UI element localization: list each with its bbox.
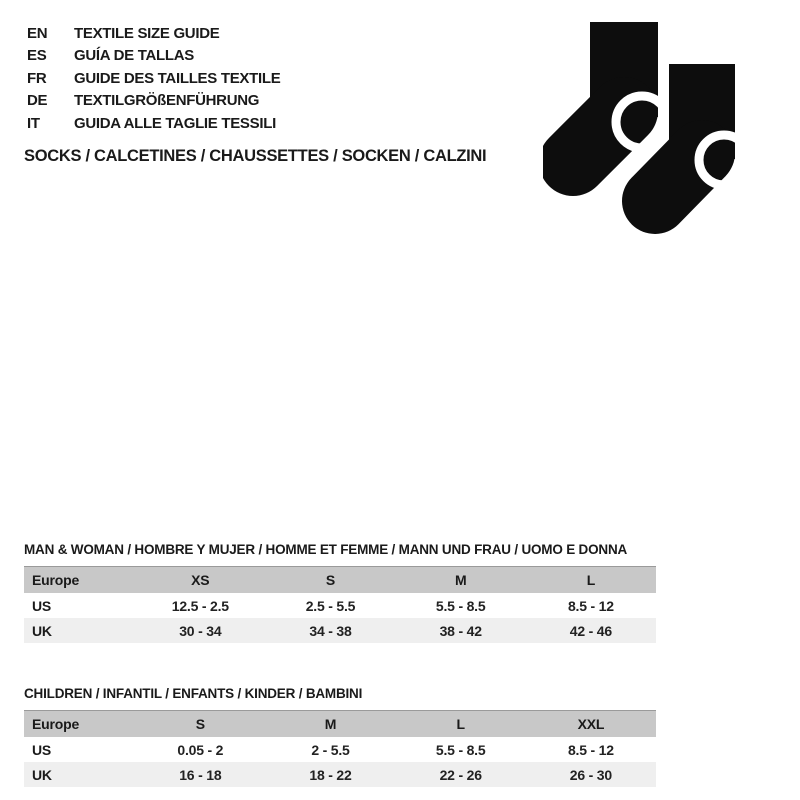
column-header-m: M xyxy=(265,711,395,738)
table-row-uk xyxy=(24,762,656,787)
language-code: EN xyxy=(27,24,48,42)
column-header-s: S xyxy=(265,567,395,594)
column-header-m: M xyxy=(396,567,526,594)
language-code: ES xyxy=(27,47,47,65)
size-cell: 30 - 34 xyxy=(179,622,222,639)
category-title: SOCKS / CALCETINES / CHAUSSETTES / SOCKEN / CALZINI xyxy=(24,147,487,165)
language-label: TEXTILE SIZE GUIDE xyxy=(74,24,220,42)
column-header-xs: XS xyxy=(135,567,265,594)
size-section-adults xyxy=(24,543,656,643)
column-header-europe: Europe xyxy=(24,711,135,738)
size-cell: 0.05 - 2 xyxy=(177,741,224,758)
children-table-title: CHILDREN / INFANTIL / ENFANTS / KINDER / BAMBINI xyxy=(24,686,363,701)
size-cell: 2 - 5.5 xyxy=(311,741,350,758)
language-code: FR xyxy=(27,69,47,87)
language-list xyxy=(27,22,280,135)
language-row-fr xyxy=(27,67,280,90)
socks-icon xyxy=(543,21,755,247)
row-label-uk: UK xyxy=(32,622,52,639)
language-row-en xyxy=(27,22,280,45)
table-row-us xyxy=(24,593,656,618)
size-cell: 5.5 - 8.5 xyxy=(435,597,486,614)
language-code: DE xyxy=(27,92,48,110)
size-cell: 26 - 30 xyxy=(569,766,612,783)
size-cell: 8.5 - 12 xyxy=(567,597,614,614)
column-header-l: L xyxy=(526,567,656,594)
size-cell: 18 - 22 xyxy=(309,766,352,783)
size-cell: 2.5 - 5.5 xyxy=(305,597,356,614)
column-header-s: S xyxy=(135,711,265,738)
table-row-uk xyxy=(24,618,656,643)
children-header-row xyxy=(24,711,656,738)
children-size-table xyxy=(24,710,656,787)
language-row-es xyxy=(27,45,280,68)
size-cell: 34 - 38 xyxy=(309,622,352,639)
column-header-l: L xyxy=(396,711,526,738)
language-code: IT xyxy=(27,114,40,132)
table-row-us xyxy=(24,737,656,762)
language-label: GUIDA ALLE TAGLIE TESSILI xyxy=(74,114,276,132)
size-cell: 5.5 - 8.5 xyxy=(435,741,486,758)
language-label: GUÍA DE TALLAS xyxy=(74,47,194,65)
row-label-us: US xyxy=(32,741,52,758)
size-section-children xyxy=(24,687,656,787)
adults-header-row xyxy=(24,567,656,594)
column-header-europe: Europe xyxy=(24,567,135,594)
language-row-it xyxy=(27,112,280,135)
size-cell: 22 - 26 xyxy=(439,766,482,783)
language-label: TEXTILGRÖßENFÜHRUNG xyxy=(74,92,260,110)
language-label: GUIDE DES TAILLES TEXTILE xyxy=(74,69,281,87)
size-cell: 12.5 - 2.5 xyxy=(171,597,229,614)
sock-right-shape xyxy=(655,64,749,201)
size-cell: 8.5 - 12 xyxy=(567,741,614,758)
row-label-us: US xyxy=(32,597,52,614)
sock-left-shape xyxy=(573,22,668,162)
size-cell: 38 - 42 xyxy=(439,622,482,639)
adults-size-table xyxy=(24,566,656,643)
column-header-xxl: XXL xyxy=(526,711,656,738)
size-cell: 42 - 46 xyxy=(569,622,612,639)
language-row-de xyxy=(27,90,280,113)
row-label-uk: UK xyxy=(32,766,52,783)
adults-table-title: MAN & WOMAN / HOMBRE Y MUJER / HOMME ET FEMME / MANN UND FRAU / UOMO E DONNA xyxy=(24,542,628,557)
size-cell: 16 - 18 xyxy=(179,766,222,783)
